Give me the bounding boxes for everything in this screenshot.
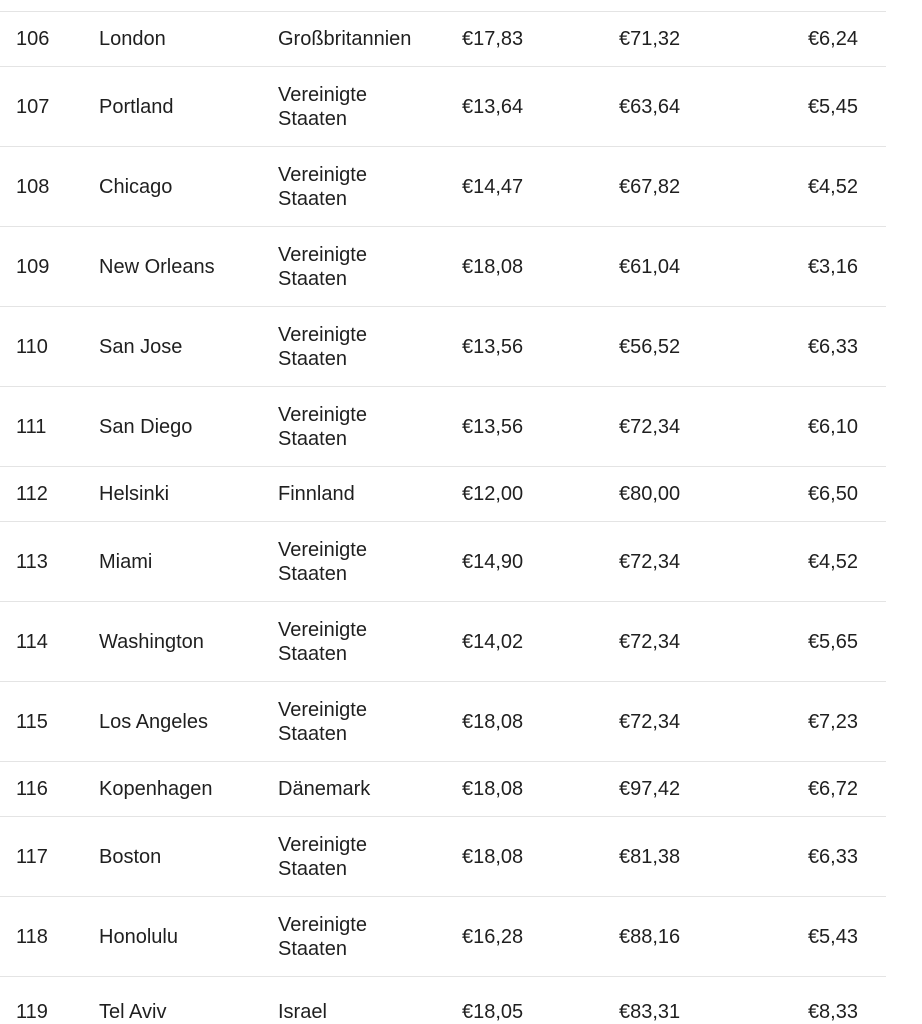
rank-cell: 108 [16,175,50,198]
country-cell [278,698,462,746]
city-price-table [0,11,886,1024]
rank-cell: 114 [16,630,48,653]
table-row [0,467,886,522]
country-text: Vereinigte [278,833,367,856]
price-cell-2: €80,00 [619,483,681,505]
city-cell: San Diego [99,415,193,438]
country-cell [278,403,462,451]
country-cell [278,538,462,586]
city-cell: London [99,28,166,50]
rank-cell: 107 [16,95,50,118]
country-cell [278,833,462,881]
rank-cell: 110 [16,335,48,358]
price-cell-2: €61,04 [619,255,681,278]
price-cell-3: €6,33 [807,335,858,358]
country-cell [278,913,462,961]
country-text: Staaten [278,937,347,960]
price-cell-3: €5,45 [807,95,858,118]
price-cell-2: €81,38 [619,845,681,868]
price-cell-3: €8,33 [807,1001,858,1023]
table-row [0,12,886,67]
country-cell [278,618,462,666]
price-cell-3: €4,52 [807,550,858,573]
city-cell: Los Angeles [99,710,208,733]
price-cell-3: €6,33 [807,845,858,868]
price-cell-2: €56,52 [619,335,681,358]
price-cell-2: €67,82 [619,175,681,198]
price-cell-3: €7,23 [807,710,858,733]
price-cell-3: €5,65 [807,630,858,653]
city-cell: San Jose [99,335,183,358]
country-text: Staaten [278,427,347,450]
city-cell: Boston [99,845,162,868]
country-cell [278,777,462,801]
price-cell-3: €6,24 [807,28,858,50]
city-cell: Helsinki [99,483,170,505]
country-text: Staaten [278,267,347,290]
price-cell-1: €12,00 [462,483,524,505]
rank-cell: 112 [16,483,48,505]
country-text: Staaten [278,187,347,210]
price-cell-2: €63,64 [619,95,681,118]
price-cell-2: €72,34 [619,630,681,653]
rank-cell: 115 [16,710,48,733]
rank-cell: 118 [16,925,48,948]
price-cell-3: €3,16 [807,255,858,278]
country-text: Staaten [278,107,347,130]
country-cell [278,243,462,291]
city-cell: New Orleans [99,255,215,278]
country-text: Staaten [278,562,347,585]
country-text: Vereinigte [278,698,367,721]
country-text: Staaten [278,857,347,880]
rank-cell: 111 [16,415,47,438]
city-cell: Miami [99,550,153,573]
table-row [0,67,886,147]
price-cell-3: €6,50 [807,483,858,505]
price-cell-3: €5,43 [807,925,858,948]
city-cell: Chicago [99,175,173,198]
city-cell: Honolulu [99,925,178,948]
country-text: Staaten [278,642,347,665]
table-row [0,307,886,387]
rank-cell: 106 [16,28,50,50]
country-cell [278,323,462,371]
rank-cell: 116 [16,778,48,800]
price-cell-1: €18,08 [462,710,524,733]
country-cell [278,482,462,506]
country-text: Vereinigte [278,403,367,426]
price-cell-2: €72,34 [619,550,681,573]
table-row [0,817,886,897]
price-cell-2: €88,16 [619,925,681,948]
price-cell-1: €14,47 [462,175,524,198]
city-cell: Tel Aviv [99,1001,167,1023]
table-row [0,762,886,817]
price-cell-1: €16,28 [462,925,524,948]
price-cell-1: €18,05 [462,1001,524,1023]
price-cell-2: €71,32 [619,28,681,50]
price-cell-1: €18,08 [462,255,524,278]
price-cell-2: €72,34 [619,415,681,438]
table-row [0,387,886,467]
price-cell-3: €6,72 [807,778,858,800]
price-cell-1: €18,08 [462,778,524,800]
country-text: Vereinigte [278,323,367,346]
price-cell-1: €13,64 [462,95,524,118]
country-cell [278,1000,462,1024]
table-row [0,602,886,682]
price-cell-1: €14,90 [462,550,524,573]
rank-cell: 109 [16,255,50,278]
price-cell-1: €17,83 [462,28,524,50]
country-cell [278,83,462,131]
country-text: Vereinigte [278,243,367,266]
table-row [0,897,886,977]
country-text: Großbritannien [278,28,412,50]
city-cell: Washington [99,630,204,653]
price-cell-1: €13,56 [462,415,524,438]
country-text: Dänemark [278,778,371,800]
table-row [0,147,886,227]
country-text: Vereinigte [278,83,367,106]
country-text: Staaten [278,347,347,370]
table-row [0,522,886,602]
price-cell-1: €14,02 [462,630,524,653]
table-row [0,227,886,307]
country-text: Vereinigte [278,618,367,641]
table-row [0,977,886,1024]
country-text: Finnland [278,483,355,505]
price-cell-3: €6,10 [807,415,858,438]
price-cell-3: €4,52 [807,175,858,198]
city-cell: Kopenhagen [99,778,213,800]
country-cell [278,163,462,211]
country-cell [278,27,462,51]
price-cell-2: €72,34 [619,710,681,733]
price-cell-1: €13,56 [462,335,524,358]
city-cell: Portland [99,95,174,118]
table-row [0,682,886,762]
rank-cell: 119 [16,1001,48,1023]
price-cell-2: €97,42 [619,778,681,800]
country-text: Vereinigte [278,913,367,936]
rank-cell: 117 [16,845,48,868]
price-cell-2: €83,31 [619,1001,681,1023]
country-text: Vereinigte [278,163,367,186]
rank-cell: 113 [16,550,48,573]
country-text: Staaten [278,722,347,745]
country-text: Vereinigte [278,538,367,561]
country-text: Israel [278,1001,327,1023]
price-cell-1: €18,08 [462,845,524,868]
